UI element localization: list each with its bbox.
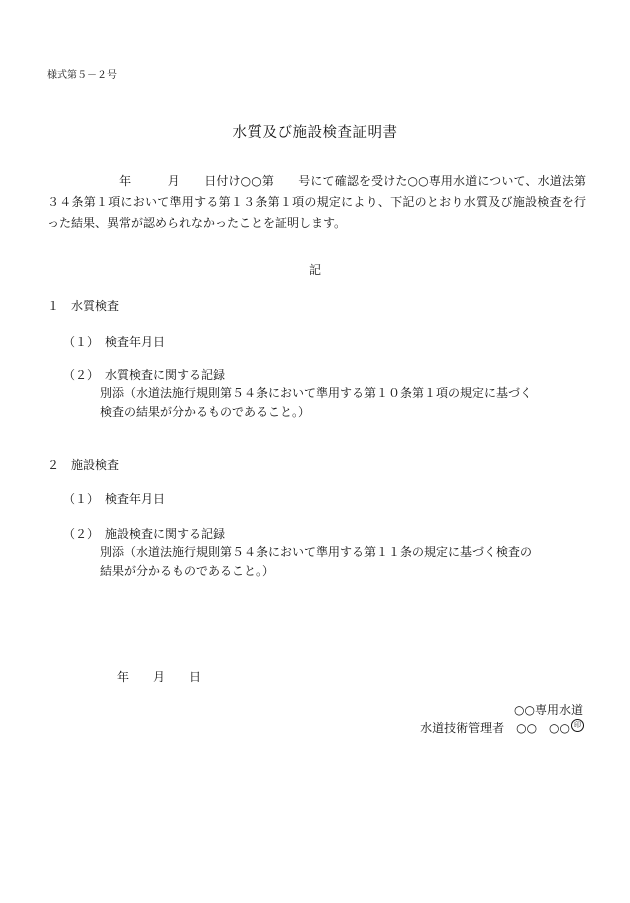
- section2-item-inspection-date: （１） 検査年月日: [63, 492, 166, 506]
- signature-date: 年 月 日: [117, 670, 202, 684]
- organization-name: ○○専用水道: [514, 703, 583, 717]
- body-paragraph: [47, 171, 586, 234]
- section2-note: [100, 543, 532, 581]
- section2-note-line1: 別添（水道法施行規則第５４条において準用する第１１条の規定に基づく検査の: [100, 545, 533, 559]
- section1-note: [100, 384, 532, 422]
- section2-item-record: （２） 施設検査に関する記録: [63, 527, 226, 541]
- section-water-quality-title: １ 水質検査: [47, 299, 120, 313]
- body-text: 日付け○○第 号にて確認を受けた○○専用水道について、水道法第３４条第１項において準用する第１３条第１項の規定により、下記のとおり水質及び施設検査を行った結果、異常が認められなかったことを証明します。: [47, 174, 586, 230]
- section1-note-line1: 別添（水道法施行規則第５４条において準用する第１０条第１項の規定に基づく: [100, 386, 533, 400]
- section-facility-title: ２ 施設検査: [47, 458, 120, 472]
- body-date-month: 月: [167, 174, 180, 188]
- form-number: 様式第５－２号: [47, 70, 117, 81]
- section1-item-inspection-date: （１） 検査年月日: [63, 335, 166, 349]
- section2-note-line2: 結果が分かるものであること。）: [100, 564, 275, 578]
- section1-item-record: （２） 水質検査に関する記録: [63, 368, 226, 382]
- seal-icon: 印: [571, 719, 584, 732]
- section1-note-line2: 検査の結果が分かるものであること。）: [100, 405, 311, 419]
- record-heading: 記: [308, 263, 321, 277]
- document-title: 水質及び施設検査証明書: [232, 125, 398, 141]
- body-date-year: 年: [119, 174, 132, 188]
- manager-name: 水道技術管理者 ○○ ○○: [420, 721, 570, 735]
